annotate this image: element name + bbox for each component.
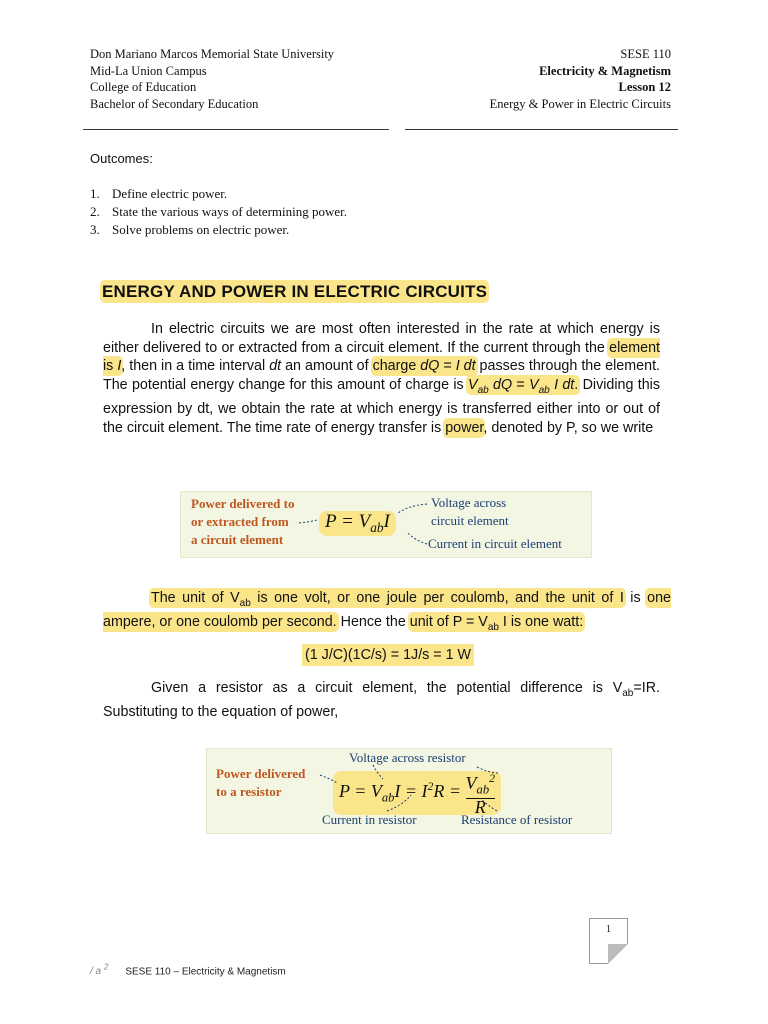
power-equation-figure xyxy=(180,491,592,558)
footer-page: / a $^2$ xyxy=(90,962,109,978)
watt-equation: (1 J/C)(1C/s) = 1J/s = 1 W xyxy=(305,647,472,663)
outcome-item: 2. State the various ways of determining power. xyxy=(90,204,348,219)
outcomes-title: Outcomes: xyxy=(90,151,153,166)
annotation-arrows xyxy=(181,492,591,557)
annotation-arrows xyxy=(207,749,611,833)
footer-course: SESE 110 – Electricity & Magnetism xyxy=(125,966,286,978)
outcome-item: 3. Solve problems on electric power. xyxy=(90,222,290,237)
course-code: SESE 110 xyxy=(620,47,671,61)
header-rule-right xyxy=(405,129,678,130)
course-header xyxy=(490,46,671,112)
annotation-current-resistor: Current in resistor xyxy=(322,812,417,827)
figure-label: Power delivered to or extracted from a circuit element xyxy=(191,496,295,547)
unit-paragraph: The unit of $V_{ab}$ is one volt, or one joule per coulomb, and the unit of I is one ampere, or one coulomb per second. Hence the unit of $P = V_{ab}$ I is one watt: xyxy=(103,590,671,634)
college-name: College of Education xyxy=(90,80,197,94)
lesson-topic: Energy & Power in Electric Circuits xyxy=(489,96,671,111)
annotation-voltage: Voltage across circuit element xyxy=(431,495,509,528)
outcome-item: 1. Define electric power. xyxy=(90,186,228,201)
outcomes-list xyxy=(90,185,347,239)
resistor-paragraph: Given a resistor as a circuit element, the potential difference is $V_{ab}=IR$. Substituting to the equation of power, xyxy=(103,680,660,721)
annotation-current: Current in circuit element xyxy=(428,536,562,551)
header-rule-left xyxy=(83,129,389,130)
campus-name: Mid-La Union Campus xyxy=(90,63,207,78)
page-footer xyxy=(90,962,286,977)
section-heading: ENERGY AND POWER IN ELECTRIC CIRCUITS xyxy=(102,282,488,301)
university-name: Don Mariano Marcos Memorial State University xyxy=(90,47,335,61)
power-formula: $P = V_{ab}I$ xyxy=(319,511,396,536)
intro-paragraph: In electric circuits we are most often interested in the rate at which energy is either delivered to or extracted from a circuit element. If the current through the element is I, then in a time interval dt an amount of charge dQ = I dt passes through the element. The potential energy change for this amount of charge is $V_{ab}$ dQ = $V_{ab}$ I dt. Dividing this expression by dt, we obtain the rate at which energy is transferred either into or out of the circuit element. The time rate of energy transfer is power, denoted by P, so we write xyxy=(103,321,661,436)
page-fold-icon xyxy=(608,944,628,964)
page-number: 1 xyxy=(606,924,611,935)
lesson-number: Lesson 12 xyxy=(618,80,671,94)
resistor-power-formula: $P = V_{ab}I = I^2R$ = $V_{ab}^2$ R xyxy=(333,771,501,815)
page-number-box xyxy=(589,918,628,964)
figure-label: Power delivered to a resistor xyxy=(216,766,306,799)
annotation-resistance: Resistance of resistor xyxy=(461,812,573,827)
institution-header xyxy=(90,46,334,112)
annotation-voltage-resistor: Voltage across resistor xyxy=(349,750,466,765)
resistor-power-figure xyxy=(206,748,612,834)
course-title: Electricity & Magnetism xyxy=(539,63,671,78)
program-name: Bachelor of Secondary Education xyxy=(90,96,259,111)
